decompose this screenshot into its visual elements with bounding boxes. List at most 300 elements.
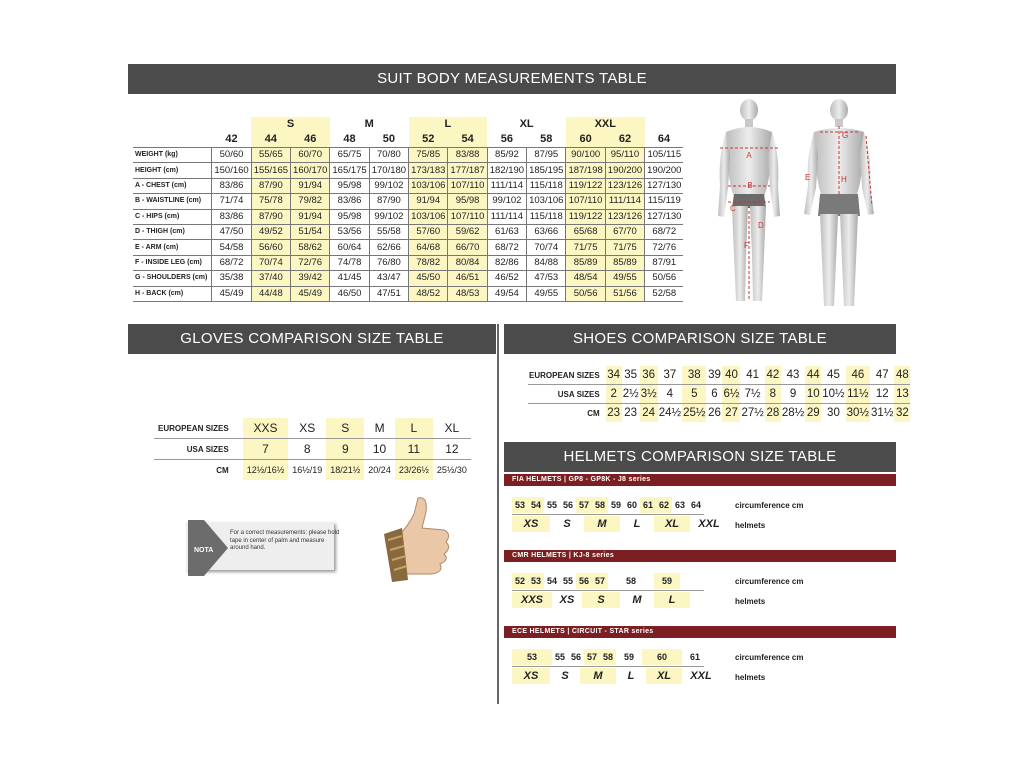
suit-cell: 37/40 [251, 271, 290, 286]
fia-size-cell: XS [512, 516, 550, 532]
shoes-cm-cell: 31½ [871, 407, 894, 419]
shoes-usa-cell: 3½ [640, 385, 658, 404]
suit-cell: 95/110 [605, 148, 644, 163]
suit-row [133, 194, 683, 209]
suit-row-label: E - ARM (cm) [133, 240, 212, 255]
gloves-cm-cell: 20/24 [368, 465, 391, 475]
suit-cell: 83/88 [448, 148, 487, 163]
suit-cell: 103/106 [527, 194, 566, 209]
suit-cell: 46/52 [487, 271, 526, 286]
shoes-usa-cell: 13 [894, 385, 910, 404]
nota-text: For a correct measurements: please hold tape in center of palm and measure around hand. [230, 530, 340, 551]
shoes-usa-cell: 7½ [740, 385, 764, 404]
suit-row-label: C - HIPS (cm) [133, 209, 212, 224]
suit-cell: 115/119 [645, 194, 684, 209]
gloves-eu-cell: XS [288, 418, 326, 439]
letter-g: G [842, 131, 849, 140]
suit-cell: 85/92 [487, 148, 526, 163]
suit-cell: 41/45 [330, 271, 369, 286]
shoes-eu-cell: 41 [740, 366, 764, 385]
gloves-cm-cell: 23/26½ [395, 460, 433, 481]
fia-banner [504, 474, 896, 486]
suit-row [133, 224, 683, 239]
shoes-usa-cell: 2 [606, 385, 622, 404]
cmr-circ-cell: 59 [654, 573, 680, 589]
fia-circ-cell: 55 [546, 500, 557, 510]
shoes-eu-cell: 38 [682, 366, 706, 385]
fia-size-cell: L [633, 518, 641, 530]
suit-cell: 87/90 [251, 209, 290, 224]
suit-cell: 85/89 [605, 255, 644, 270]
size-header: 48 [330, 131, 369, 148]
shoes-title: SHOES COMPARISON SIZE TABLE [573, 330, 827, 347]
suit-row-label: H - BACK (cm) [133, 286, 212, 301]
shoes-cm-cell: 27½ [741, 407, 764, 419]
back-figure [804, 99, 874, 306]
shoes-cm-cell: 32 [894, 404, 910, 423]
cmr-banner [504, 550, 896, 562]
gloves-banner [128, 324, 496, 354]
suit-cell: 95/98 [330, 209, 369, 224]
suit-cell: 64/68 [409, 240, 448, 255]
ece-size-cell: L [627, 670, 635, 682]
suit-cell: 62/66 [369, 240, 408, 255]
shoes-cm-label: CM [587, 408, 600, 418]
helmets-banner [504, 442, 896, 472]
fia-title: FIA HELMETS | GP8 - GP8K - J8 series [512, 476, 651, 483]
shoes-cm-cell: 27 [722, 404, 740, 423]
suit-banner [128, 64, 896, 94]
fia-size-row [512, 516, 728, 532]
suit-cell: 105/115 [645, 148, 684, 163]
suit-cell: 65/68 [566, 224, 605, 239]
suit-cell: 68/72 [645, 224, 684, 239]
shoes-eu-cell: 45 [821, 366, 845, 385]
shoes-eu-cell: 35 [622, 366, 640, 385]
shoes-eu-cell: 39 [706, 366, 722, 385]
suit-cell: 190/200 [605, 163, 644, 178]
ece-size-cell: XS [512, 668, 550, 684]
suit-cell: 107/110 [448, 209, 487, 224]
suit-cell: 60/70 [291, 148, 330, 163]
suit-row-label: G - SHOULDERS (cm) [133, 271, 212, 286]
cmr-helmets-label: helmets [735, 597, 766, 606]
cmr-circ-label: circumference cm [735, 577, 804, 586]
ece-circ-cell: 61 [689, 652, 700, 662]
shoes-usa-cell: 8 [765, 385, 781, 404]
fia-circ-label: circumference cm [735, 501, 804, 510]
cmr-size-cell: S [582, 592, 620, 608]
fia-circ-cell: 59 [610, 500, 621, 510]
shoes-usa-cell: 5 [682, 385, 706, 404]
shoes-usa-cell: 9 [781, 385, 805, 404]
suit-cell: 48/53 [448, 286, 487, 301]
shoes-eu-label: EUROPEAN SIZES [528, 366, 606, 385]
ece-size-cell: S [561, 670, 569, 682]
cmr-size-cell: L [654, 592, 690, 608]
size-header: 64 [645, 131, 684, 148]
ece-title: ECE HELMETS | CIRCUIT - STAR series [512, 628, 654, 635]
suit-cell: 71/75 [605, 240, 644, 255]
size-header: 54 [448, 131, 487, 148]
cmr-size-cell: XXS [512, 592, 552, 608]
suit-cell: 160/170 [291, 163, 330, 178]
suit-row [133, 178, 683, 193]
size-header: 42 [212, 131, 251, 148]
suit-cell: 182/190 [487, 163, 526, 178]
cmr-size-row [512, 592, 690, 608]
suit-cell: 80/84 [448, 255, 487, 270]
suit-row-label: B - WAISTLINE (cm) [133, 194, 212, 209]
gloves-cm-cell: 12½/16½ [243, 460, 289, 481]
suit-cell: 51/56 [605, 286, 644, 301]
suit-cell: 45/49 [212, 286, 251, 301]
gloves-shoes-divider [497, 324, 499, 704]
suit-cell: 49/52 [251, 224, 290, 239]
suit-cell: 177/187 [448, 163, 487, 178]
ece-circ-cell: 57 [584, 649, 600, 665]
cmr-circ-cell: 56 [576, 573, 592, 589]
ece-circ-cell: 58 [600, 649, 616, 665]
suit-cell: 83/86 [330, 194, 369, 209]
body-figures-svg [712, 96, 896, 318]
suit-cell: 85/89 [566, 255, 605, 270]
shoes-eu-cell: 37 [658, 366, 682, 385]
suit-row-label: A - CHEST (cm) [133, 178, 212, 193]
fia-circ-row [512, 497, 704, 513]
cmr-circ-cell: 55 [562, 576, 573, 586]
ece-helmets-label: helmets [735, 673, 766, 682]
suit-row-label: WEIGHT (kg) [133, 148, 212, 163]
suit-cell: 91/94 [291, 178, 330, 193]
gloves-usa-cell: 9 [326, 439, 364, 460]
suit-table [133, 117, 683, 302]
suit-cell: 68/72 [212, 255, 251, 270]
suit-cell: 45/50 [409, 271, 448, 286]
suit-cell: 107/110 [566, 194, 605, 209]
suit-cell: 115/118 [527, 178, 566, 193]
shoes-usa-cell: 6 [706, 385, 722, 404]
suit-cell: 60/64 [330, 240, 369, 255]
suit-row-label: HEIGHT (cm) [133, 163, 212, 178]
shoes-cm-cell: 30½ [846, 404, 870, 423]
shoes-cm-cell: 28½ [781, 407, 805, 419]
suit-row [133, 163, 683, 178]
suit-cell: 87/90 [369, 194, 408, 209]
suit-cell: 87/90 [251, 178, 290, 193]
suit-cell: 51/54 [291, 224, 330, 239]
suit-cell: 49/55 [527, 286, 566, 301]
suit-cell: 119/122 [566, 209, 605, 224]
suit-cell: 74/78 [330, 255, 369, 270]
body-figures [712, 96, 896, 318]
cmr-circ-cell: 57 [592, 573, 608, 589]
suit-cell: 49/54 [487, 286, 526, 301]
shoes-banner [504, 324, 896, 354]
gloves-usa-cell: 12 [433, 439, 471, 460]
suit-cell: 52/58 [645, 286, 684, 301]
size-header: 46 [291, 131, 330, 148]
shoes-eu-cell: 34 [606, 366, 622, 385]
cmr-size-cell: XS [559, 594, 575, 606]
letter-e: E [805, 173, 811, 182]
suit-cell: 35/38 [212, 271, 251, 286]
suit-group-row [133, 117, 683, 131]
suit-cell: 155/165 [251, 163, 290, 178]
ece-size-cell: XL [646, 668, 682, 684]
cmr-circ-cell: 53 [528, 573, 544, 589]
suit-cell: 111/114 [605, 194, 644, 209]
nota-label: NOTA [194, 547, 214, 554]
shoes-eu-cell: 40 [722, 366, 740, 385]
suit-cell: 65/75 [330, 148, 369, 163]
suit-cell: 54/58 [212, 240, 251, 255]
suit-cell: 111/114 [487, 209, 526, 224]
shoes-cm-cell: 23 [606, 404, 622, 423]
suit-cell: 55/65 [251, 148, 290, 163]
shoes-cm-cell: 24 [640, 404, 658, 423]
suit-cell: 46/50 [330, 286, 369, 301]
gloves-usa-label: USA SIZES [154, 439, 243, 460]
suit-cell: 103/106 [409, 209, 448, 224]
letter-b: B [747, 181, 753, 190]
suit-cell: 185/195 [527, 163, 566, 178]
gloves-usa-cell: 7 [243, 439, 289, 460]
ece-circ-cell: 53 [512, 649, 552, 665]
suit-cell: 67/70 [605, 224, 644, 239]
shoes-eu-cell: 36 [640, 366, 658, 385]
suit-cell: 55/58 [369, 224, 408, 239]
gloves-cm-cell: 18/21½ [326, 460, 364, 481]
fia-circ-cell: 64 [690, 500, 701, 510]
suit-cell: 82/86 [487, 255, 526, 270]
ece-circ-cell: 59 [623, 652, 634, 662]
suit-row [133, 209, 683, 224]
cmr-sep [512, 590, 704, 591]
group-s: S [251, 117, 330, 131]
suit-cell: 170/180 [369, 163, 408, 178]
gloves-eu-cell: XL [433, 418, 471, 439]
suit-cell: 56/60 [251, 240, 290, 255]
group-xl: XL [519, 118, 534, 130]
suit-cell: 59/62 [448, 224, 487, 239]
cmr-circ-cell: 54 [546, 576, 557, 586]
shoes-cm-cell: 26 [708, 407, 721, 419]
size-header: 62 [605, 131, 644, 148]
suit-title: SUIT BODY MEASUREMENTS TABLE [377, 70, 647, 87]
gloves-eu-label: EUROPEAN SIZES [154, 418, 243, 439]
size-header: 52 [409, 131, 448, 148]
suit-cell: 91/94 [291, 209, 330, 224]
shoes-usa-cell: 2½ [622, 385, 640, 404]
nota-arrow-icon [184, 518, 234, 578]
size-header: 50 [369, 131, 408, 148]
suit-cell: 46/51 [448, 271, 487, 286]
suit-row [133, 148, 683, 163]
suit-cell: 127/130 [645, 178, 684, 193]
suit-cell: 72/76 [645, 240, 684, 255]
suit-cell: 99/102 [369, 178, 408, 193]
suit-cell: 95/98 [330, 178, 369, 193]
suit-cell: 87/91 [645, 255, 684, 270]
shoes-eu-cell: 46 [846, 366, 870, 385]
shoes-eu-cell: 48 [894, 366, 910, 385]
suit-cell: 115/118 [527, 209, 566, 224]
suit-cell: 123/126 [605, 178, 644, 193]
suit-cell: 53/56 [330, 224, 369, 239]
suit-cell: 48/54 [566, 271, 605, 286]
suit-cell: 150/160 [212, 163, 251, 178]
fia-circ-cell: 56 [562, 500, 573, 510]
gloves-usa-cell: 11 [395, 439, 433, 460]
gloves-usa-cell: 10 [364, 439, 395, 460]
suit-cell: 91/94 [409, 194, 448, 209]
shoes-usa-cell: 11½ [846, 385, 870, 404]
suit-cell: 90/100 [566, 148, 605, 163]
shoes-eu-cell: 44 [805, 366, 821, 385]
shoes-cm-cell: 29 [805, 404, 821, 423]
suit-cell: 63/66 [527, 224, 566, 239]
suit-cell: 127/130 [645, 209, 684, 224]
cmr-circ-cell: 52 [512, 573, 528, 589]
suit-row [133, 286, 683, 301]
glove-hand-icon [374, 494, 454, 584]
suit-cell: 76/80 [369, 255, 408, 270]
suit-cell: 107/110 [448, 178, 487, 193]
suit-cell: 75/78 [251, 194, 290, 209]
gloves-eu-cell: M [364, 418, 395, 439]
suit-cell: 61/63 [487, 224, 526, 239]
fia-circ-cell: 58 [592, 497, 608, 513]
fia-circ-cell: 57 [576, 497, 592, 513]
size-header: 60 [566, 131, 605, 148]
fia-helmets-label: helmets [735, 521, 766, 530]
suit-cell: 103/106 [409, 178, 448, 193]
gloves-eu-cell: XXS [243, 418, 289, 439]
gloves-table [154, 418, 471, 480]
suit-row [133, 255, 683, 270]
group-l: L [409, 117, 488, 131]
letter-d: D [758, 221, 764, 230]
shoes-eu-cell: 43 [781, 366, 805, 385]
letter-a: A [746, 151, 752, 160]
cmr-title: CMR HELMETS | KJ-8 series [512, 552, 615, 559]
shoes-usa-cell: 6½ [722, 385, 740, 404]
suit-cell: 71/74 [212, 194, 251, 209]
suit-cell: 70/74 [527, 240, 566, 255]
suit-cell: 95/98 [448, 194, 487, 209]
size-header: 56 [487, 131, 526, 148]
shoes-eu-cell: 42 [765, 366, 781, 385]
gloves-cm-cell: 16½/19 [292, 465, 323, 475]
suit-cell: 119/122 [566, 178, 605, 193]
suit-cell: 50/56 [645, 271, 684, 286]
shoes-cm-cell: 28 [765, 404, 781, 423]
suit-cell: 49/55 [605, 271, 644, 286]
fia-circ-cell: 61 [640, 497, 656, 513]
shoes-usa-cell: 10½ [821, 385, 845, 404]
ece-circ-cell: 56 [570, 652, 581, 662]
suit-cell: 39/42 [291, 271, 330, 286]
gloves-cm-label: CM [216, 465, 229, 475]
suit-cell: 58/62 [291, 240, 330, 255]
shoes-eu-cell: 47 [870, 366, 894, 385]
suit-cell: 68/72 [487, 240, 526, 255]
letter-c: C [730, 204, 736, 213]
fia-size-cell: M [584, 516, 620, 532]
shoes-usa-cell: 4 [658, 385, 682, 404]
group-m: M [364, 118, 374, 130]
gloves-cm-cell: 25½/30 [436, 465, 467, 475]
size-header: 44 [251, 131, 290, 148]
suit-cell: 99/102 [487, 194, 526, 209]
fia-sep [512, 514, 704, 515]
helmets-title: HELMETS COMPARISON SIZE TABLE [563, 448, 837, 465]
letter-h: H [841, 175, 847, 184]
fia-circ-cell: 60 [626, 500, 637, 510]
ece-size-cell: M [580, 668, 616, 684]
fia-circ-cell: 62 [656, 497, 672, 513]
ece-circ-row [512, 649, 708, 665]
suit-cell: 71/75 [566, 240, 605, 255]
gloves-title: GLOVES COMPARISON SIZE TABLE [180, 330, 444, 347]
shoes-usa-label: USA SIZES [528, 385, 606, 404]
ece-size-row [512, 668, 720, 684]
suit-cell: 190/200 [645, 163, 684, 178]
suit-cell: 57/60 [409, 224, 448, 239]
ece-circ-cell: 60 [642, 649, 682, 665]
suit-row [133, 271, 683, 286]
fia-size-cell: XL [654, 516, 690, 532]
suit-size-row [133, 131, 683, 148]
ece-circ-cell: 55 [554, 652, 565, 662]
suit-cell: 187/198 [566, 163, 605, 178]
suit-cell: 83/86 [212, 178, 251, 193]
suit-cell: 50/56 [566, 286, 605, 301]
size-header: 58 [527, 131, 566, 148]
suit-cell: 47/51 [369, 286, 408, 301]
shoes-usa-cell: 12 [870, 385, 894, 404]
suit-cell: 66/70 [448, 240, 487, 255]
front-figure [718, 99, 780, 301]
shoes-cm-cell: 30 [827, 407, 840, 419]
suit-cell: 87/95 [527, 148, 566, 163]
fia-size-cell: S [563, 518, 571, 530]
suit-cell: 45/49 [291, 286, 330, 301]
letter-f: F [744, 241, 749, 250]
gloves-usa-cell: 8 [288, 439, 326, 460]
suit-row-label: F - INSIDE LEG (cm) [133, 255, 212, 270]
suit-cell: 111/114 [487, 178, 526, 193]
fia-circ-cell: 63 [674, 500, 685, 510]
ece-banner [504, 626, 896, 638]
gloves-eu-cell: S [326, 418, 364, 439]
shoes-cm-cell: 25½ [682, 404, 706, 423]
cmr-circ-row [512, 573, 680, 589]
suit-cell: 72/76 [291, 255, 330, 270]
suit-cell: 70/74 [251, 255, 290, 270]
suit-cell: 165/175 [330, 163, 369, 178]
suit-cell: 123/126 [605, 209, 644, 224]
suit-cell: 43/47 [369, 271, 408, 286]
suit-cell: 79/82 [291, 194, 330, 209]
suit-cell: 50/60 [212, 148, 251, 163]
cmr-circ-cell: 58 [625, 576, 636, 586]
suit-cell: 83/86 [212, 209, 251, 224]
cmr-size-cell: M [632, 594, 642, 606]
ece-circ-label: circumference cm [735, 653, 804, 662]
fia-circ-cell: 53 [512, 497, 528, 513]
